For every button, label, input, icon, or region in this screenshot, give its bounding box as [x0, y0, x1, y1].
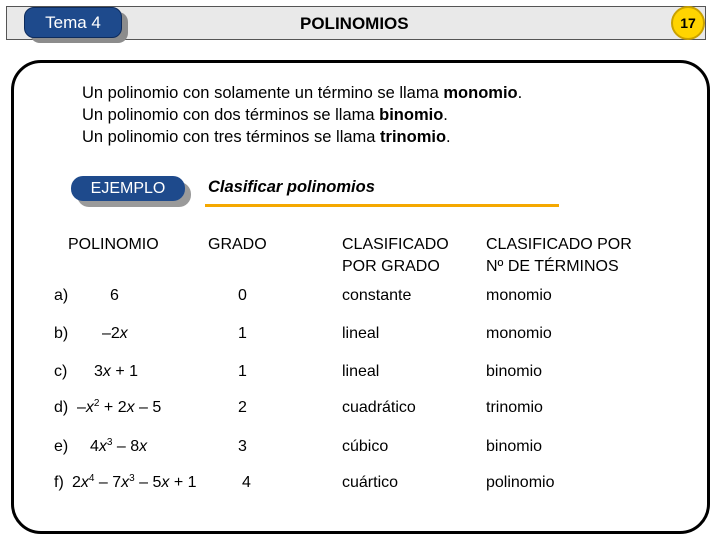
polynomial-expression: $2x^4 - 7x^3 - 5x + 1$ — [72, 473, 197, 491]
degree-value: 2 — [238, 399, 247, 416]
degree-value: 1 — [238, 363, 247, 380]
class-by-terms: polinomio — [486, 474, 555, 491]
col-header-grado: GRADO — [208, 236, 267, 253]
col-header-polinomio: POLINOMIO — [68, 236, 159, 253]
class-by-terms: monomio — [486, 325, 552, 342]
class-by-degree: lineal — [342, 363, 380, 380]
row-label: f) — [54, 474, 64, 491]
polynomial-expression: 6 — [110, 287, 119, 304]
intro-line: Un polinomio con solamente un término se llama monomio. — [82, 84, 523, 102]
page-title: POLINOMIOS — [300, 14, 409, 33]
section-title-underline — [205, 204, 559, 207]
row-label: c) — [54, 363, 68, 380]
intro-line: Un polinomio con dos términos se llama binomio. — [82, 106, 448, 124]
class-by-terms: binomio — [486, 438, 543, 455]
degree-value: 4 — [242, 474, 251, 491]
col-header-por-terminos: CLASIFICADO POR Nº DE TÉRMINOS — [486, 236, 632, 275]
ejemplo-badge: EJEMPLO — [71, 176, 185, 201]
degree-value: 1 — [238, 325, 247, 342]
class-by-terms: binomio — [486, 363, 543, 380]
polynomial-expression: $-x^2 + 2x - 5$ — [77, 398, 162, 416]
degree-value: 3 — [238, 438, 247, 455]
page-number-badge: 17 — [671, 6, 705, 40]
class-by-degree: cuártico — [342, 474, 399, 491]
class-by-degree: cúbico — [342, 438, 389, 455]
polynomial-expression: –2x — [102, 325, 128, 342]
class-by-terms: trinomio — [486, 399, 543, 416]
row-label: e) — [54, 438, 69, 455]
row-label: d) — [54, 399, 69, 416]
degree-value: 0 — [238, 287, 247, 304]
class-by-terms: monomio — [486, 287, 552, 304]
polynomial-expression: 3x + 1 — [94, 363, 139, 380]
class-by-degree: lineal — [342, 325, 380, 342]
polynomial-expression: $4x^3 - 8x$ — [90, 437, 148, 455]
class-by-degree: constante — [342, 287, 412, 304]
intro-line: Un polinomio con tres términos se llama trinomio. — [82, 128, 451, 146]
row-label: a) — [54, 287, 69, 304]
class-by-degree: cuadrático — [342, 399, 416, 416]
col-header-por-grado: CLASIFICADO POR GRADO — [342, 236, 449, 275]
tema-badge[interactable]: Tema 4 — [24, 7, 122, 38]
row-label: b) — [54, 325, 69, 342]
section-title: Clasificar polinomios — [208, 178, 375, 196]
